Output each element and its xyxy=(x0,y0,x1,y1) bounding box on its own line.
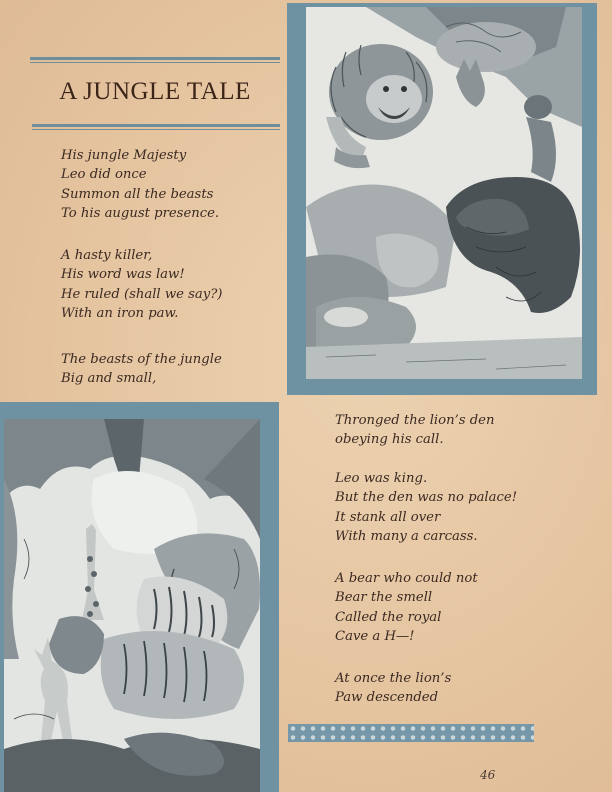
title-bottom-rule-thin xyxy=(32,129,280,130)
stanza-1 xyxy=(61,146,219,224)
stanza-line: But the den was no palace! xyxy=(335,490,518,506)
stanza-line: With many a carcass. xyxy=(335,529,478,545)
stanza-line: obeying his call. xyxy=(335,432,444,448)
page-title: A JUNGLE TALE xyxy=(59,78,251,105)
title-top-rule xyxy=(30,57,280,60)
stanza-line: Cave a H—! xyxy=(335,629,415,645)
title-top-rule-thin xyxy=(30,62,280,63)
stanza-line: Summon all the beasts xyxy=(61,186,214,202)
stanza-line: Bear the smell xyxy=(335,590,433,606)
stanza-line: Paw descended xyxy=(335,690,439,706)
jungle-animals-in-cave-illustration xyxy=(4,419,260,792)
stanza-3 xyxy=(61,350,222,389)
stanza-4 xyxy=(335,411,494,450)
stanza-line: A hasty killer, xyxy=(61,248,153,263)
stanza-line: Called the royal xyxy=(335,609,442,625)
stanza-line: His jungle Majesty xyxy=(61,148,187,163)
stanza-line: His word was law! xyxy=(61,267,185,283)
stanza-line: Thronged the lion’s den xyxy=(335,413,495,428)
stanza-line: The beasts of the jungle xyxy=(61,352,222,367)
stanza-6 xyxy=(335,569,478,647)
title-bottom-rule xyxy=(32,124,280,127)
stanza-7 xyxy=(335,669,451,708)
stanza-line: It stank all over xyxy=(335,509,441,525)
stanza-line: Big and small, xyxy=(61,371,157,387)
stanza-5 xyxy=(335,469,517,547)
top-illustration xyxy=(306,7,582,379)
stanza-line: A bear who could not xyxy=(335,571,478,586)
stanza-line: At once the lion’s xyxy=(335,671,452,686)
lion-roaring-at-bear-illustration xyxy=(306,7,582,379)
bottom-illustration xyxy=(4,419,260,792)
stanza-line: Leo was king. xyxy=(335,471,428,486)
stanza-line: Leo did once xyxy=(61,167,147,183)
page-number: 46 xyxy=(480,768,496,782)
stanza-line: With an iron paw. xyxy=(61,306,179,322)
stanza-line: To his august presence. xyxy=(61,206,220,222)
decorative-border-band xyxy=(288,724,534,742)
stanza-line: He ruled (shall we say?) xyxy=(61,286,223,302)
stanza-2 xyxy=(61,246,222,324)
